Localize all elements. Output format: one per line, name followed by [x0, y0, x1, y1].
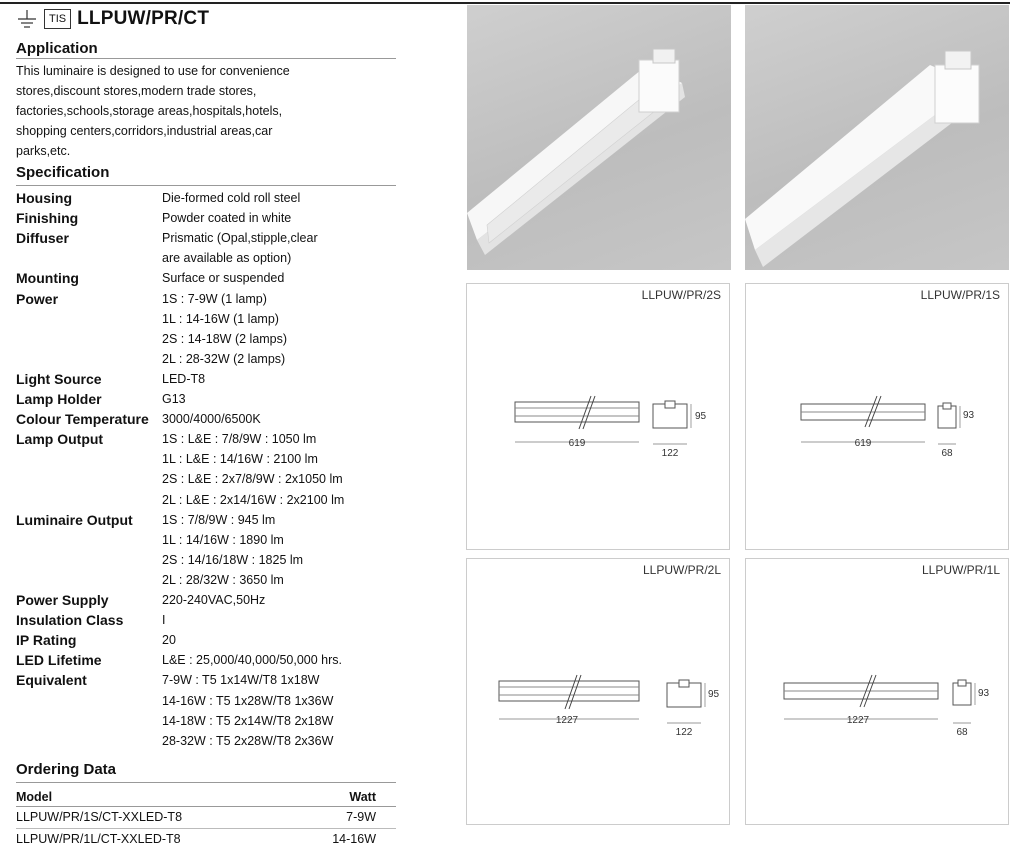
product-title: LLPUW/PR/CT	[77, 8, 210, 29]
spec-value: Powder coated in white	[162, 211, 292, 226]
spec-value: I	[162, 613, 166, 628]
drawing-caption: LLPUW/PR/2L	[642, 563, 721, 577]
ordering-model: LLPUW/PR/1L/CT-XXLED-T8	[16, 832, 181, 846]
ordering-header-rule	[16, 806, 396, 807]
ground-icon	[16, 8, 38, 30]
spec-value: Prismatic (Opal,stipple,clear	[162, 231, 318, 246]
spec-value: 2S : 14/16/18W : 1825 lm	[162, 552, 304, 567]
spec-label: Mounting	[16, 270, 79, 287]
product-header	[16, 6, 209, 32]
spec-value: 2L : 28-32W (2 lamps)	[162, 351, 286, 366]
spec-label: Finishing	[16, 210, 79, 227]
spec-label: IP Rating	[16, 632, 77, 649]
application-heading: Application	[16, 40, 98, 57]
spec-label: Lamp Holder	[16, 391, 102, 407]
specification-rule	[16, 185, 396, 186]
spec-value: 220-240VAC,50Hz	[162, 593, 266, 607]
spec-value: G13	[162, 392, 186, 406]
ordering-model: LLPUW/PR/1S/CT-XXLED-T8	[16, 810, 183, 824]
spec-label: Power Supply	[16, 592, 109, 608]
application-text: This luminaire is designed to use for convenience stores,discount stores,modern trade stores, factories,schools,storage areas,hospitals,hotels, shopping centers,corridors,industrial areas,car parks,etc.	[16, 64, 290, 158]
spec-label: Luminaire Output	[16, 511, 133, 528]
drawing-width: 68	[941, 448, 953, 459]
spec-value: 2S : 14-18W (2 lamps)	[162, 331, 288, 346]
drawing-height: 93	[963, 410, 975, 421]
spec-value: 2L : L&E : 2x14/16W : 2x2100 lm	[162, 492, 345, 507]
drawing-height: 93	[978, 688, 990, 699]
spec-label: Power	[16, 290, 59, 307]
ordering-row-rule	[16, 828, 396, 829]
ordering-heading: Ordering Data	[16, 761, 117, 778]
spec-value: L&E : 25,000/40,000/50,000 hrs.	[162, 653, 342, 668]
spec-value: Die-formed cold roll steel	[162, 191, 301, 205]
spec-value: 1S : 7-9W (1 lamp)	[162, 291, 267, 306]
spec-value: 20	[162, 633, 176, 648]
ordering-col-watt: Watt	[349, 790, 376, 804]
ordering-col-model: Model	[16, 790, 53, 804]
spec-value: 1L : 14-16W (1 lamp)	[162, 311, 279, 326]
spec-label: Light Source	[16, 370, 102, 387]
specification-heading: Specification	[16, 164, 110, 181]
spec-label: Equivalent	[16, 672, 87, 689]
drawing-height: 95	[695, 411, 707, 422]
drawing-panel	[745, 283, 1009, 550]
spec-value: 1L : 14/16W : 1890 lm	[162, 532, 284, 547]
drawing-length: 619	[854, 438, 872, 449]
spec-label: Lamp Output	[16, 431, 104, 448]
drawing-panel	[466, 558, 730, 825]
ordering-rule	[16, 782, 396, 783]
tis-badge: TIS	[44, 9, 71, 29]
drawing-length: 1227	[555, 715, 579, 726]
spec-label: LED Lifetime	[16, 652, 102, 669]
spec-label: Insulation Class	[16, 612, 124, 629]
spec-value: 28-32W : T5 2x28W/T8 2x36W	[162, 733, 334, 748]
spec-value: 7-9W : T5 1x14W/T8 1x18W	[162, 673, 320, 688]
drawing-width: 122	[661, 448, 679, 459]
drawing-caption: LLPUW/PR/1S	[920, 288, 1000, 302]
ordering-watt: 14-16W	[332, 832, 376, 846]
spec-value: 2S : L&E : 2x7/8/9W : 2x1050 lm	[162, 472, 343, 487]
drawing-width: 68	[956, 727, 968, 738]
spec-label: Colour Temperature	[16, 411, 149, 428]
spec-value: 3000/4000/6500K	[162, 412, 261, 427]
spec-value: 14-16W : T5 1x28W/T8 1x36W	[162, 693, 334, 708]
spec-value: 1S : 7/8/9W : 945 lm	[162, 512, 276, 527]
drawing-length: 619	[568, 438, 586, 449]
product-photo-prismatic	[467, 5, 731, 270]
spec-value: LED-T8	[162, 371, 206, 386]
product-photo-opal	[745, 5, 1009, 270]
spec-label: Diffuser	[16, 230, 69, 247]
application-rule	[16, 58, 396, 59]
drawing-caption: LLPUW/PR/2S	[641, 288, 721, 302]
drawing-panel	[466, 283, 730, 550]
spec-value: 14-18W : T5 2x14W/T8 2x18W	[162, 713, 334, 728]
drawing-panel	[745, 558, 1009, 825]
spec-value: 1L : L&E : 14/16W : 2100 lm	[162, 452, 318, 467]
drawing-height: 95	[708, 689, 720, 700]
spec-value: 1S : L&E : 7/8/9W : 1050 lm	[162, 432, 317, 447]
spec-value: Surface or suspended	[162, 271, 285, 286]
drawing-caption: LLPUW/PR/1L	[921, 563, 1000, 577]
spec-value: are available as option)	[162, 251, 292, 266]
ordering-watt: 7-9W	[346, 810, 376, 824]
drawing-length: 1227	[846, 715, 870, 726]
spec-value: 2L : 28/32W : 3650 lm	[162, 572, 284, 587]
spec-label: Housing	[16, 190, 72, 206]
drawing-width: 122	[675, 727, 693, 738]
top-rule	[0, 2, 1010, 4]
